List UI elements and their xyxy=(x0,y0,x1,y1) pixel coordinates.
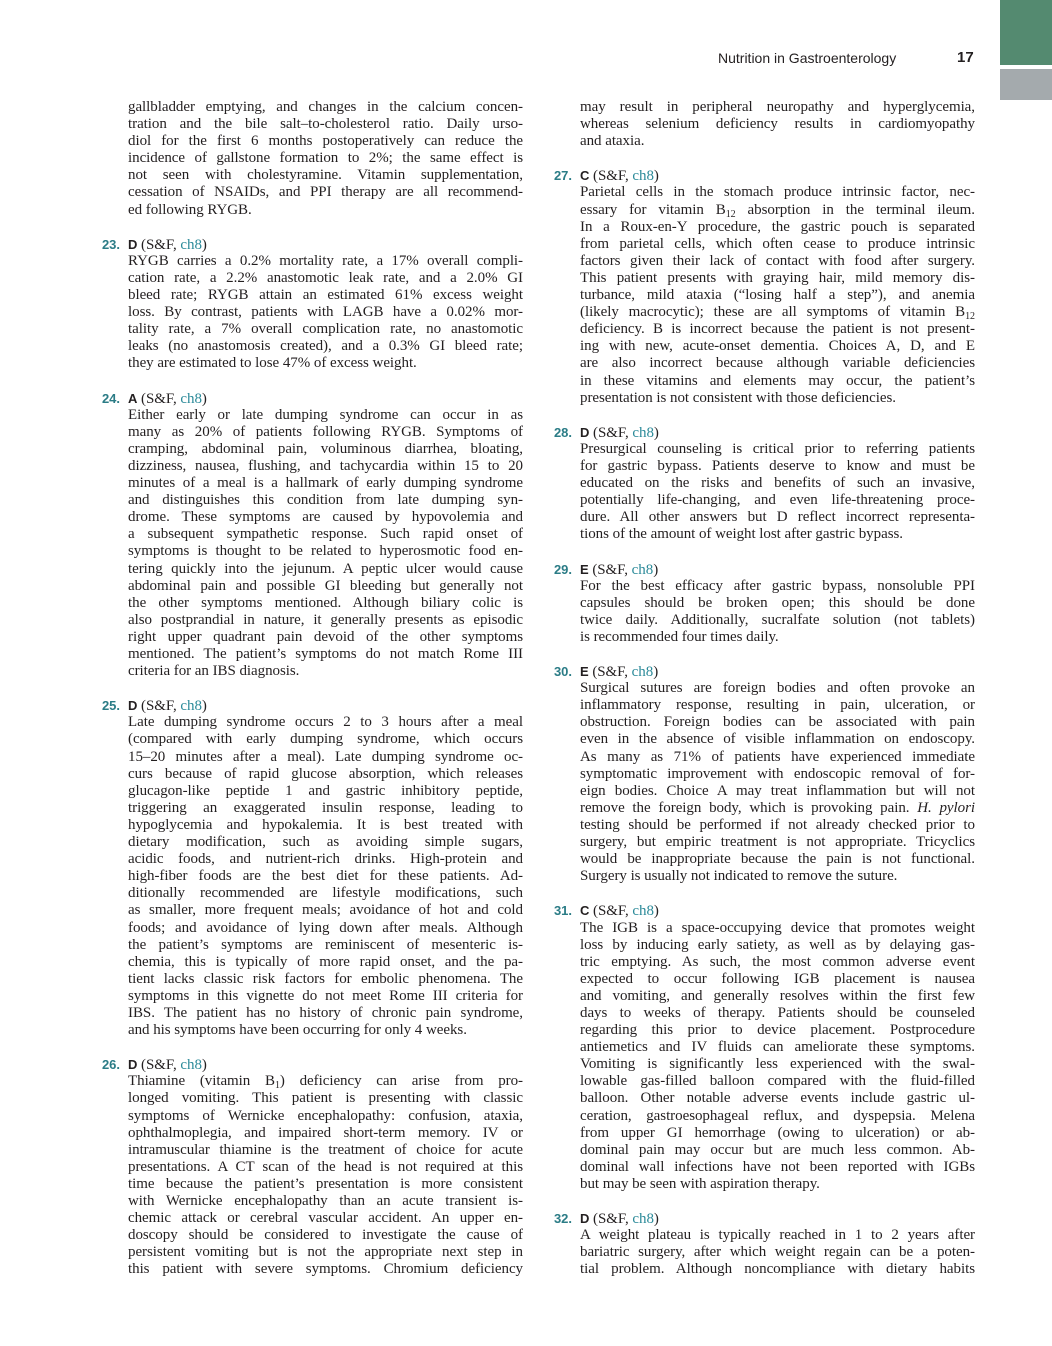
answer-letter: D xyxy=(128,1057,138,1073)
text-line: surgery, but empiric treatment is not appropriate. Tricyclics xyxy=(580,834,975,851)
text-line: the other symptoms mentioned. Although biliary colic is xyxy=(128,594,523,611)
text-line: right upper quadrant pain devoid of the other symptoms xyxy=(128,628,523,645)
text-line: leaks (no anastomosis created), and a 0.3% GI bleed rate; xyxy=(128,338,523,355)
text-line: is recommended four times daily. xyxy=(580,628,779,645)
question-number: 25. xyxy=(102,698,120,714)
reference-close: ) xyxy=(201,698,207,715)
text-line: lowable gas-filled balloon compared with the fluid-filled xyxy=(580,1073,975,1090)
answer-entry xyxy=(102,236,523,373)
question-number: 29. xyxy=(554,561,572,577)
text-line: may result in peripheral neuropathy and hyperglycemia, xyxy=(580,99,975,115)
answer-letter: C xyxy=(580,168,590,184)
text-line: tient lacks classic risk factors for embolic phenomena. The xyxy=(128,970,523,987)
text-line: drome. These symptoms are caused by hypovolemia and xyxy=(128,509,523,526)
text-line: A weight plateau is typically reached in 1 to 2 years after xyxy=(580,1227,975,1244)
text-line: educated on the risks and benefits of such an invasive, xyxy=(580,475,975,492)
text-line: In a Roux-en-Y procedure, the gastric pouch is separated xyxy=(580,218,975,235)
text-line: glucagon-like peptide 1 and gastric inhibitory peptide, xyxy=(128,782,523,799)
reference-source: (S&F, xyxy=(589,903,633,920)
text-line: longed vomiting. This patient is presenting with classic xyxy=(128,1090,523,1107)
text-line: high-fiber foods are the best diet for these patients. Ad- xyxy=(128,868,523,885)
text-line: diol for the first 6 months postoperatively can reduce the xyxy=(128,133,523,150)
text-line: This patient presents with graying hair, mild memory dis- xyxy=(580,269,975,286)
text-line: even in the absence of visible inflammation on endoscopy. xyxy=(580,731,975,748)
chapter-link[interactable]: ch8 xyxy=(180,390,202,407)
text-line: factors given their lack of contact with food after surgery. xyxy=(580,252,975,269)
text-line: dizziness, nausea, flushing, and tachycardia within 15 to 20 xyxy=(128,457,523,474)
text-line: tions of the amount of weight lost after gastric bypass. xyxy=(580,526,903,543)
text-line: ceration, gastroesophageal reflux, and dyspepsia. Melena xyxy=(580,1107,975,1124)
text-line: criteria for an IBS diagnosis. xyxy=(128,663,300,680)
text-line: hypoglycemia and hypokalemia. It is best treated with xyxy=(128,816,523,833)
text-line: As many as 71% of patients have experienced immediate xyxy=(580,748,975,765)
text-line: foods; and avoidance of lying down after meals. Although xyxy=(128,919,523,936)
question-number: 24. xyxy=(102,390,120,406)
chapter-link[interactable]: ch8 xyxy=(631,664,654,681)
page-number: 17 xyxy=(957,49,974,66)
text-line: time because the patient’s presentation is more consistent xyxy=(128,1175,523,1192)
text-line: minutes of a meal is a hallmark of early dumping syndrome xyxy=(128,475,523,492)
reference-close: ) xyxy=(653,903,659,920)
text-line: eign bodies. Choice A may treat inflammation but will not xyxy=(580,782,975,799)
text-line: (likely macrocytic); these are all symptoms of vitamin $B_{12}$ xyxy=(580,304,975,323)
text-line: cation rate, a 2.2% anastomotic leak rate, and a 2.0% GI xyxy=(128,269,523,286)
chapter-link[interactable]: ch8 xyxy=(632,903,654,920)
answer-heading xyxy=(554,561,975,578)
text-line: presentation is not consistent with those deficiencies. xyxy=(580,389,896,406)
answer-heading xyxy=(554,1210,975,1228)
text-line: bleed rate; RYGB attain an estimated 61% excess weight xyxy=(128,287,523,304)
text-line: symptoms is thought to be related to hyperosmotic food en- xyxy=(128,543,523,560)
text-line: many as 20% of patients following RYGB. Symptoms of xyxy=(128,423,523,440)
text-line: dure. All other answers but D reflect incorrect representa- xyxy=(580,509,975,526)
text-line: as smaller, more frequent meals; avoidance of hot and cold xyxy=(128,902,523,919)
text-line: this patient with severe symptoms. Chromium deficiency xyxy=(128,1261,523,1278)
answer-heading xyxy=(102,697,523,715)
text-line: capsules should be broken open; this should be done xyxy=(580,594,975,611)
text-line: symptoms of Wernicke encephalopathy: confusion, ataxia, xyxy=(128,1107,523,1124)
question-number: 28. xyxy=(554,424,572,440)
answer-letter: D xyxy=(580,424,590,440)
answer-entry xyxy=(554,663,976,885)
text-line: turbance, mild ataxia (“losing half a step”), and anemia xyxy=(580,287,975,304)
reference-source: (S&F, xyxy=(137,698,181,715)
answer-letter: E xyxy=(580,664,589,680)
answer-heading xyxy=(554,902,975,920)
answer-letter: D xyxy=(128,236,138,252)
text-line: loss. By contrast, patients with LAGB have a 0.02% mor- xyxy=(128,304,523,321)
reference-source: (S&F, xyxy=(589,1211,633,1228)
text-line: remove the foreign body, which is provoking pain. H. pylori xyxy=(580,799,976,816)
text-line: also postprandial in nature, it generally presents as episodic xyxy=(128,611,523,628)
text-line: antiemetics and IV fluids can ameliorate these symptoms. xyxy=(580,1039,975,1056)
text-line: twice daily. Additionally, sucralfate solution (not tablets) xyxy=(580,611,975,628)
reference-source: (S&F, xyxy=(589,168,633,185)
text-line: loss by inducing early satiety, as well as by delaying gas- xyxy=(580,936,975,953)
reference-close: ) xyxy=(653,561,659,578)
text-line: tration and the bile salt–to-cholesterol ratio. Daily urso- xyxy=(128,116,523,133)
text-line: IBS. The patient has no history of chronic pain syndrome, xyxy=(128,1004,523,1021)
text-line: gallbladder emptying, and changes in the calcium concen- xyxy=(128,99,523,115)
question-number: 32. xyxy=(554,1211,572,1227)
answer-heading xyxy=(102,390,523,407)
question-number: 23. xyxy=(102,236,120,252)
continued-text xyxy=(128,99,523,219)
text-line: ophthalmoplegia, and impaired short-term memory. IV or xyxy=(128,1124,523,1141)
reference-source: (S&F, xyxy=(588,561,632,578)
text-line: are also incorrect because although variable deficiencies xyxy=(580,355,975,372)
text-line: ed following RYGB. xyxy=(128,201,252,218)
text-line: potentially life-changing, and even life-threatening proce- xyxy=(580,492,975,509)
reference-close: ) xyxy=(653,1211,659,1228)
text-line: would be inappropriate because the pain is not functional. xyxy=(580,851,975,868)
answer-letter: D xyxy=(128,698,138,714)
chapter-link[interactable]: ch8 xyxy=(632,168,654,185)
text-line: they are estimated to lose 47% of excess weight. xyxy=(128,355,417,372)
text-line: symptoms in this vignette do not meet Rome III criteria for xyxy=(128,987,523,1004)
text-line: from upper GI hemorrhage (owing to ulceration) or ab- xyxy=(580,1124,975,1141)
text-line: ditionally recommended are lifestyle modifications, such xyxy=(128,885,523,902)
chapter-link[interactable]: ch8 xyxy=(632,1211,654,1228)
text-line: balloon. Other notable adverse events include gastric ul- xyxy=(580,1090,975,1107)
answer-heading xyxy=(554,663,975,681)
reference-source: (S&F, xyxy=(589,424,633,441)
text-line: cramping, abdominal pain, voluminous diarrhea, bloating, xyxy=(128,440,523,457)
text-line: in these vitamins and elements may occur, the patient’s xyxy=(580,372,975,389)
text-line: regarding this prior to device placement. Postprocedure xyxy=(580,1022,975,1039)
text-line: dominal pain may occur but are much less common. Ab- xyxy=(580,1141,975,1158)
text-line: For the best efficacy after gastric bypass, nonsoluble PPI xyxy=(580,577,975,594)
text-line: incidence of gallstone formation to 2%; the same effect is xyxy=(128,150,523,167)
reference-source: (S&F, xyxy=(137,1057,181,1074)
text-line: a subsequent sympathetic response. Such rapid onset of xyxy=(128,526,523,543)
text-line: with Wernicke encephalopathy than an acute transient is- xyxy=(128,1193,523,1209)
text-line: ing with new, acute-onset dementia. Choices A, D, and E xyxy=(580,338,975,355)
running-head: Nutrition in Gastroenterology xyxy=(718,50,897,66)
text-line: 15–20 minutes after a meal). Late dumping syndrome oc- xyxy=(128,748,523,765)
text-line: testing should be performed if not already checked prior to xyxy=(580,816,975,833)
subscript: 12 xyxy=(965,311,975,323)
text-line: Parietal cells in the stomach produce intrinsic factor, nec- xyxy=(580,184,975,201)
text-line: essary for vitamin $B_{12}$ absorption in the terminal ileum. xyxy=(580,201,976,220)
answer-letter: A xyxy=(128,390,138,406)
text-line: abdominal pain and possible GI bleeding but generally not xyxy=(128,577,523,594)
text-line: inflammatory response, resulting in pain, ulceration, or xyxy=(580,697,975,714)
text-line: chemic attack or cerebral vascular accident. An upper en- xyxy=(128,1210,523,1227)
chapter-link[interactable]: ch8 xyxy=(631,561,654,578)
text-line: presentations. A CT scan of the head is not required at this xyxy=(128,1158,523,1175)
text-line: symptomatic improvement with endoscopic removal of for- xyxy=(580,765,975,782)
chapter-link[interactable]: ch8 xyxy=(180,698,202,715)
answer-entry xyxy=(554,1210,975,1278)
text-line: days to weeks of therapy. Patients should be counseled xyxy=(580,1004,975,1021)
answer-letter: E xyxy=(580,561,589,577)
text-line: doscopy should be considered to investigate the cause of xyxy=(128,1227,523,1244)
question-number: 30. xyxy=(554,664,572,680)
text-line: but may be seen with aspiration therapy. xyxy=(580,1175,820,1192)
reference-source: (S&F, xyxy=(137,236,181,253)
text-line: whereas selenium deficiency results in cardiomyopathy xyxy=(580,116,975,133)
chapter-link[interactable]: ch8 xyxy=(180,1057,202,1074)
answer-letter: D xyxy=(580,1211,590,1227)
text-line: not seen with cholestyramine. Vitamin supplementation, xyxy=(128,167,523,184)
reference-source: (S&F, xyxy=(137,390,181,407)
reference-source: (S&F, xyxy=(588,664,632,681)
text-line: (compared with early dumping syndrome, which occurs xyxy=(128,731,523,748)
text-line: obstruction. Foreign bodies can be associated with pain xyxy=(580,714,975,731)
text-line: Presurgical counseling is critical prior to referring patients xyxy=(580,440,975,457)
left-column xyxy=(102,99,524,1278)
text-line: persistent vomiting but is not the appropriate next step in xyxy=(128,1244,523,1261)
chapter-link[interactable]: ch8 xyxy=(632,424,654,441)
right-column xyxy=(554,99,976,1278)
text-line: tial problem. Although noncompliance with dietary habits xyxy=(580,1261,975,1278)
answer-entry xyxy=(102,390,523,681)
text-line: Surgery is usually not indicated to remove the suture. xyxy=(580,868,898,885)
question-number: 31. xyxy=(554,903,572,919)
text-line: and his symptoms have been occurring for only 4 weeks. xyxy=(128,1022,467,1039)
text-line: Either early or late dumping syndrome can occur in as xyxy=(128,406,523,423)
text-line: tric emptying. As such, the most common adverse event xyxy=(580,953,975,970)
question-number: 26. xyxy=(102,1057,120,1073)
reference-close: ) xyxy=(201,1057,207,1074)
answer-entry xyxy=(554,424,975,544)
text-line: mentioned. The patient’s symptoms do not match Rome III xyxy=(128,646,523,662)
reference-close: ) xyxy=(201,236,207,253)
italic-term: H. pylori xyxy=(917,799,976,816)
answer-entry xyxy=(554,167,976,406)
text-line: Late dumping syndrome occurs 2 to 3 hours after a meal xyxy=(128,714,523,731)
text-line: tality rate, a 7% overall complication rate, no anastomotic xyxy=(128,321,523,338)
chapter-tab-green xyxy=(1000,0,1052,65)
subscript: 1 xyxy=(274,1080,280,1092)
text-line: for gastric bypass. Patients deserve to know and must be xyxy=(580,457,975,474)
text-line: Vomiting is significantly less experienced with the swal- xyxy=(580,1056,975,1073)
continued-text xyxy=(580,99,975,150)
chapter-link[interactable]: ch8 xyxy=(180,236,202,253)
answer-entry xyxy=(102,697,523,1039)
answer-heading xyxy=(102,1056,523,1074)
text-line: the patient’s symptoms are reminiscent of mesenteric is- xyxy=(128,936,523,953)
text-line: RYGB carries a 0.2% mortality rate, a 17% overall compli- xyxy=(128,252,523,269)
answer-heading xyxy=(554,167,975,185)
text-line: and distinguishes this condition from late dumping syn- xyxy=(128,492,523,509)
text-line: Surgical sutures are foreign bodies and often provoke an xyxy=(580,680,975,697)
reference-close: ) xyxy=(201,390,207,407)
text-line: dominal wall infections have not been reported with IGBs xyxy=(580,1158,975,1175)
text-line: dietary modification, such as avoiding simple sugars, xyxy=(128,834,523,851)
text-line: expected to occur following IGB placement is nausea xyxy=(580,970,975,987)
subscript: 12 xyxy=(725,208,736,220)
text-line: curs because of rapid glucose absorption, which releases xyxy=(128,765,523,782)
text-line: tering quickly into the jejunum. A peptic ulcer would cause xyxy=(128,560,523,577)
answer-entry xyxy=(554,902,975,1193)
answer-entry xyxy=(102,1056,524,1278)
text-line: and vomiting, and generally resolves within the first few xyxy=(580,987,975,1004)
text-line: triggering an exaggerated insulin response, leading to xyxy=(128,799,523,816)
text-line: intramuscular thiamine is the treatment of choice for acute xyxy=(128,1141,523,1158)
answer-entry xyxy=(554,561,975,646)
answer-heading xyxy=(102,236,523,253)
text-line: cessation of NSAIDs, and PPI therapy are all recommend- xyxy=(128,184,523,201)
text-line: Thiamine (vitamin $B_1$) deficiency can arise from pro- xyxy=(128,1073,524,1092)
answer-letter: C xyxy=(580,903,590,919)
text-line: from parietal cells, which often cease to produce intrinsic xyxy=(580,235,975,252)
text-line: deficiency. B is incorrect because the patient is not present- xyxy=(580,321,975,338)
reference-close: ) xyxy=(653,168,659,185)
text-line: chemia, this is typically of more rapid onset, and the pa- xyxy=(128,953,523,970)
question-number: 27. xyxy=(554,168,572,184)
text-line: The IGB is a space-occupying device that promotes weight xyxy=(580,919,975,936)
text-line: and ataxia. xyxy=(580,133,645,150)
reference-close: ) xyxy=(653,664,659,681)
answer-heading xyxy=(554,424,975,441)
chapter-tab-grey xyxy=(1000,69,1052,100)
text-line: acidic foods, and nutrient-rich drinks. High-protein and xyxy=(128,851,523,868)
text-line: bariatric surgery, after which weight regain can be a poten- xyxy=(580,1244,975,1261)
reference-close: ) xyxy=(653,424,659,441)
